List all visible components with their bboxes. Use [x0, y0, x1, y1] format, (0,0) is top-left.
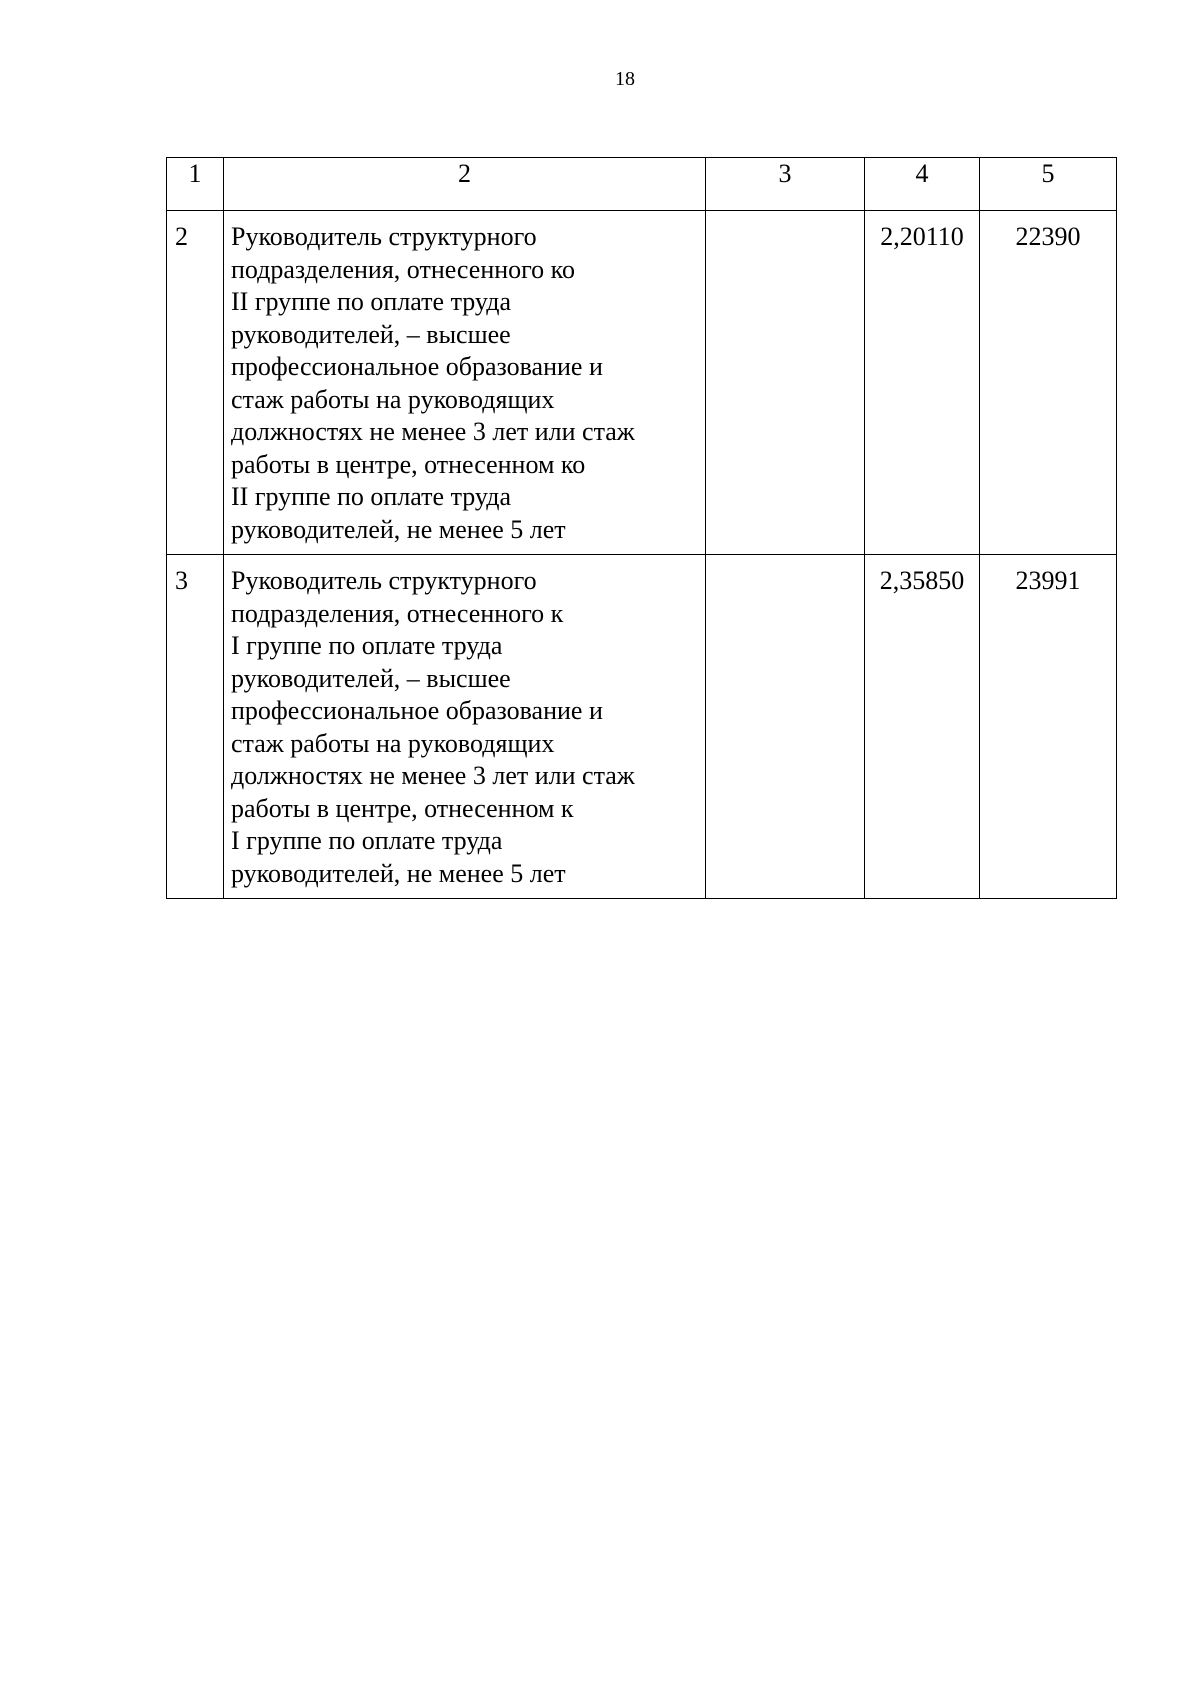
salary-table	[166, 157, 1117, 899]
row-number: 2	[167, 211, 224, 555]
description-line: подразделения, отнесенного к	[231, 598, 564, 628]
table-row	[167, 555, 1117, 899]
description-line: II группе по оплате труда	[231, 287, 512, 316]
description-line: стаж работы на руководящих	[231, 384, 555, 414]
position-description	[224, 211, 706, 555]
empty-cell	[706, 555, 865, 899]
description-line: руководителей, не менее 5 лет	[231, 514, 566, 544]
salary-value: 23991	[980, 555, 1117, 899]
description-line: стаж работы на руководящих	[231, 728, 555, 758]
description-line: профессиональное образование и	[231, 696, 603, 725]
description-line: I группе по оплате труда	[231, 826, 503, 855]
description-line: должностях не менее 3 лет или стаж	[231, 417, 635, 446]
header-cell-2: 2	[224, 158, 706, 211]
description-line: руководителей, не менее 5 лет	[231, 858, 566, 888]
description-line: Руководитель структурного	[231, 222, 537, 251]
description-line: должностях не менее 3 лет или стаж	[231, 761, 635, 790]
description-line: руководителей, – высшее	[231, 319, 511, 349]
description-line: II группе по оплате труда	[231, 482, 512, 511]
row-number: 3	[167, 555, 224, 899]
page-number: 18	[615, 68, 635, 90]
salary-value: 22390	[980, 211, 1117, 555]
description-line: профессиональное образование и	[231, 352, 603, 381]
position-description	[224, 555, 706, 899]
description-line: Руководитель структурного	[231, 566, 537, 595]
empty-cell	[706, 211, 865, 555]
header-cell-5: 5	[980, 158, 1117, 211]
header-cell-3: 3	[706, 158, 865, 211]
table-header-row	[167, 158, 1117, 211]
coefficient-value: 2,20110	[865, 211, 980, 555]
description-line: I группе по оплате труда	[231, 631, 503, 660]
coefficient-value: 2,35850	[865, 555, 980, 899]
description-line: работы в центре, отнесенном ко	[231, 449, 586, 479]
table-row	[167, 211, 1117, 555]
header-cell-4: 4	[865, 158, 980, 211]
header-cell-1: 1	[167, 158, 224, 211]
description-line: работы в центре, отнесенном к	[231, 793, 574, 823]
description-line: руководителей, – высшее	[231, 663, 511, 693]
description-line: подразделения, отнесенного ко	[231, 254, 575, 284]
